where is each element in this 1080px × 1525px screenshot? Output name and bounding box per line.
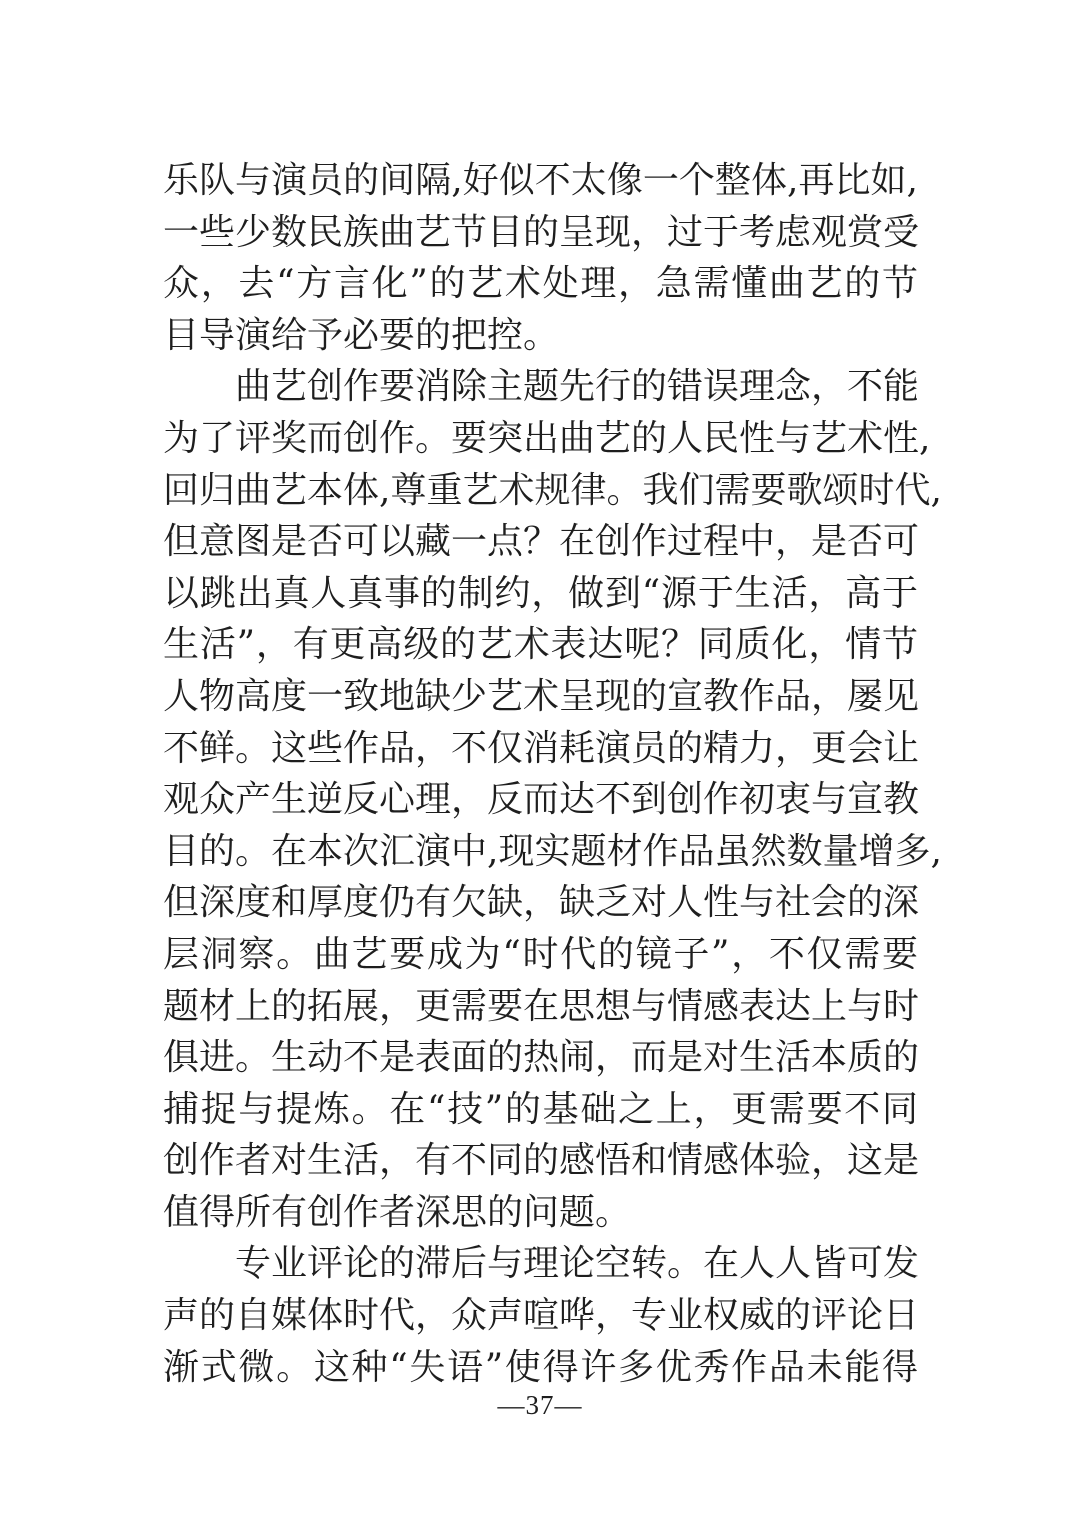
text-line: 众，去“方言化”的艺术处理，急需懂曲艺的节	[163, 263, 918, 305]
text-line: 观众产生逆反心理，反而达不到创作初衷与宣教	[163, 779, 920, 821]
text-line: 俱进。生动不是表面的热闹，而是对生活本质的	[163, 1037, 920, 1079]
paragraph-first-line: 专业评论的滞后与理论空转。在人人皆可发	[235, 1243, 920, 1285]
text-line: 乐队与演员的间隔,好似不太像一个整体,再比如,	[163, 160, 918, 201]
text-line: 生活”，有更高级的艺术表达呢？同质化，情节	[163, 624, 918, 666]
text-line: 目导演给予必要的把控。	[163, 314, 560, 356]
text-line: 但深度和厚度仍有欠缺，缺乏对人性与社会的深	[163, 882, 920, 924]
text-line: 题材上的拓展，更需要在思想与情感表达上与时	[163, 985, 920, 1027]
text-line: 渐式微。这种“失语”使得许多优秀作品未能得	[163, 1346, 918, 1388]
text-line: 目的。在本次汇演中,现实题材作品虽然数量增多,	[163, 830, 942, 872]
body-text	[163, 155, 942, 1393]
text-line: 捕捉与提炼。在“技”的基础之上，更需要不同	[163, 1088, 918, 1130]
text-line: 不鲜。这些作品，不仅消耗演员的精力，更会让	[163, 727, 920, 769]
text-line: 人物高度一致地缺少艺术呈现的宣教作品，屡见	[163, 675, 920, 717]
text-line: 值得所有创作者深思的问题。	[163, 1191, 632, 1233]
text-line: 一些少数民族曲艺节目的呈现，过于考虑观赏受	[163, 211, 920, 253]
text-line: 以跳出真人真事的制约，做到“源于生活，高于	[163, 572, 918, 614]
text-line: 声的自媒体时代，众声喧哗，专业权威的评论日	[163, 1295, 920, 1337]
paragraph-first-line: 曲艺创作要消除主题先行的错误理念，不能	[235, 366, 920, 408]
page-number: —37—	[497, 1390, 583, 1420]
text-line: 但意图是否可以藏一点？在创作过程中，是否可	[163, 521, 920, 563]
text-line: 创作者对生活，有不同的感悟和情感体验，这是	[163, 1140, 920, 1182]
text-line: 回归曲艺本体,尊重艺术规律。我们需要歌颂时代,	[163, 469, 942, 511]
text-line: 为了评奖而创作。要突出曲艺的人民性与艺术性,	[163, 417, 931, 459]
text-line: 层洞察。曲艺要成为“时代的镜子”，不仅需要	[163, 933, 918, 975]
